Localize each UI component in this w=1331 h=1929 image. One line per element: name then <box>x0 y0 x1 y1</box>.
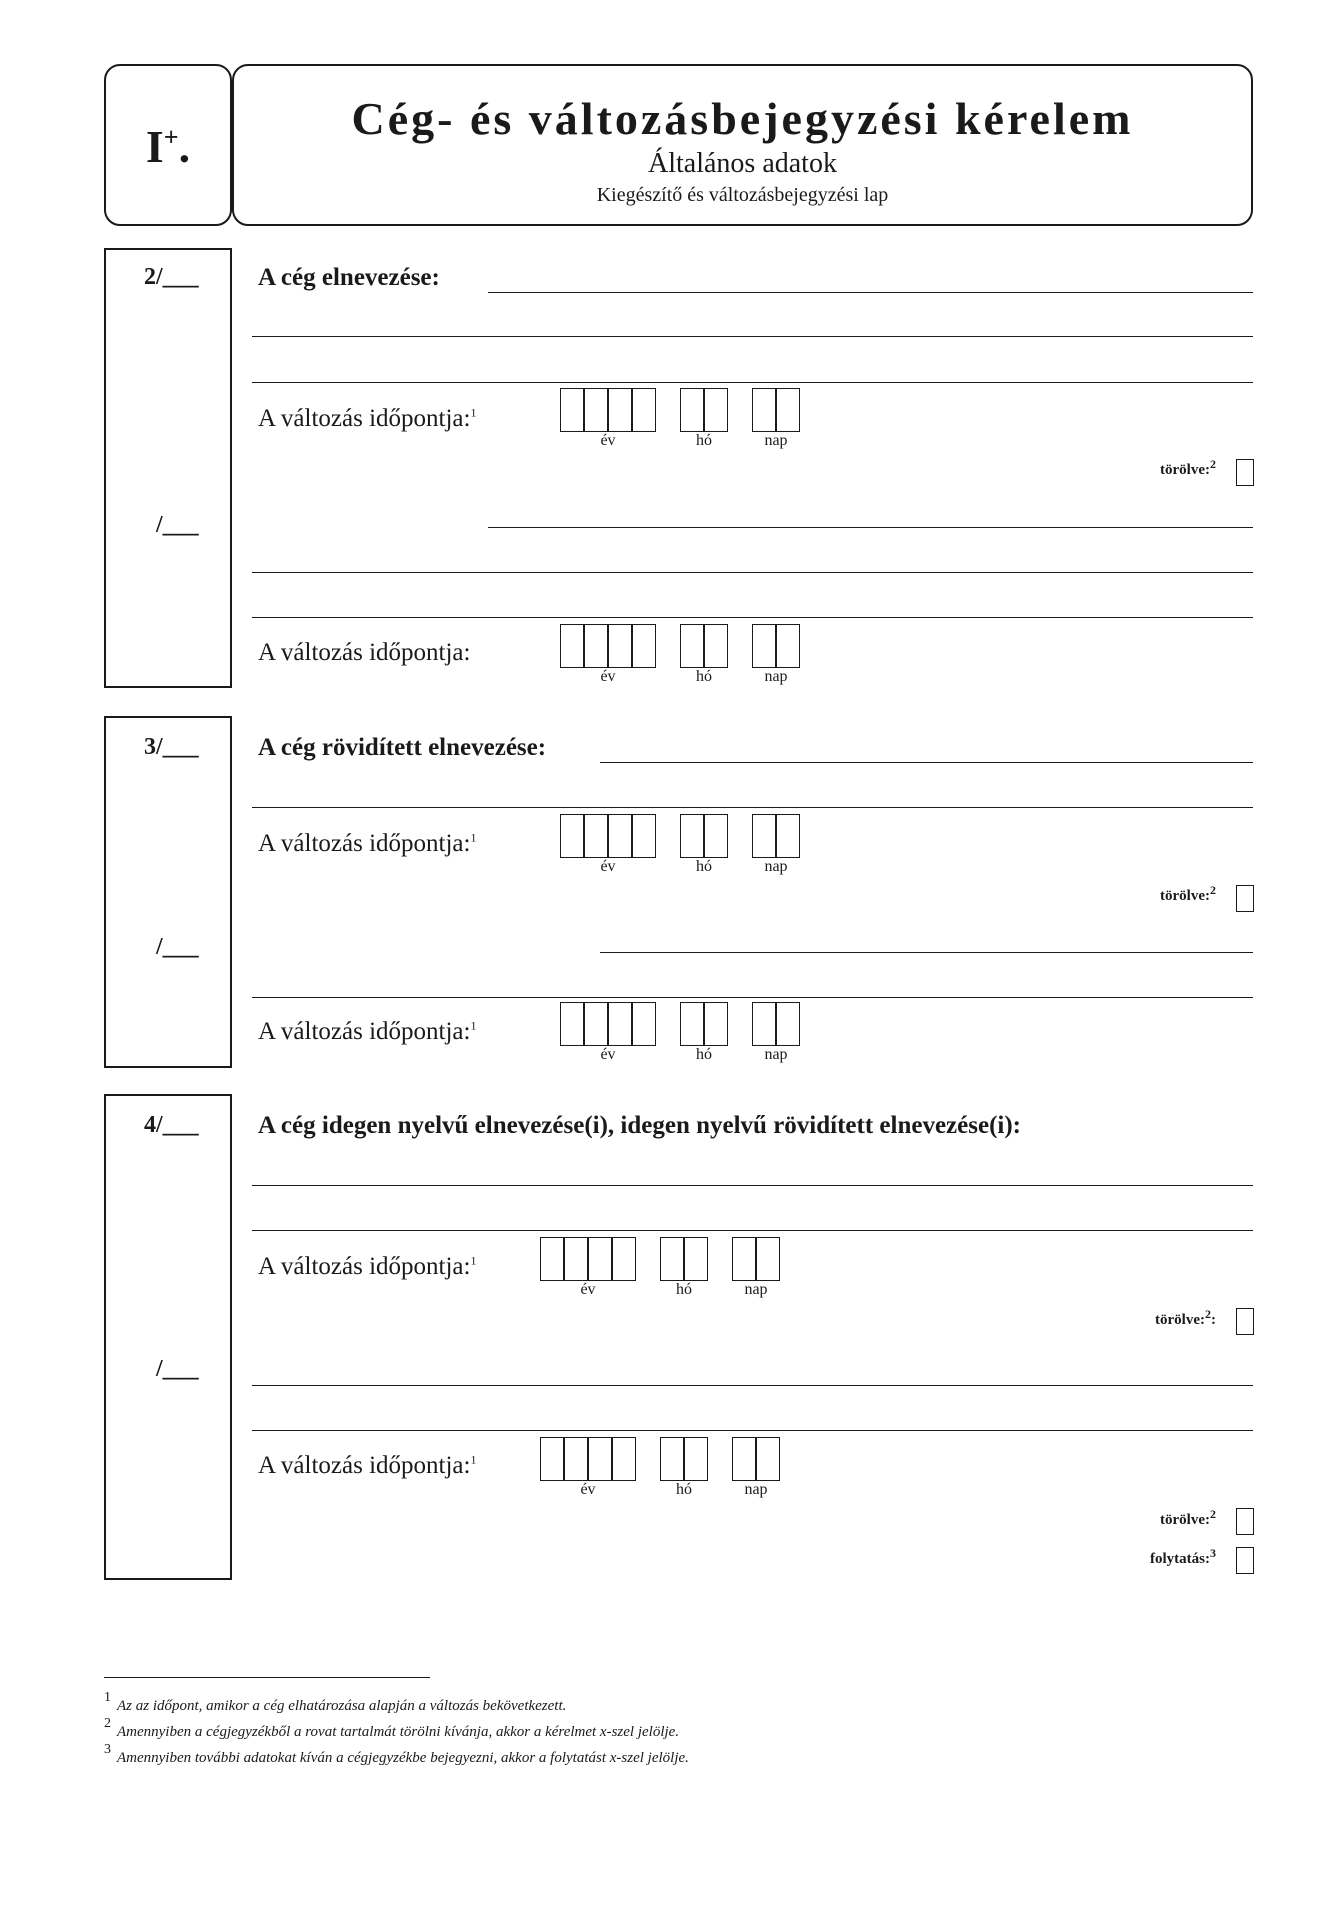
foreign-name-line-3[interactable] <box>252 1385 1253 1386</box>
date-month-digit-box[interactable] <box>680 1002 704 1046</box>
date-day-caption: nap <box>764 858 788 875</box>
change-date-label: A változás időpontja: <box>258 639 471 666</box>
company-name-line-4[interactable] <box>488 527 1253 528</box>
section-4-number: 4/___ <box>144 1112 199 1138</box>
date-year-digit-box[interactable] <box>632 814 656 858</box>
date-year-digit-box[interactable] <box>588 1237 612 1281</box>
date-month-caption: hó <box>676 1481 692 1498</box>
page-subtitle: Általános adatok <box>648 148 837 179</box>
date-day-caption: nap <box>744 1481 768 1498</box>
foreign-name-line-4[interactable] <box>252 1430 1253 1431</box>
short-name-line-3[interactable] <box>600 952 1253 953</box>
company-name-line-1[interactable] <box>488 292 1253 293</box>
date-month-digit-box[interactable] <box>684 1437 708 1481</box>
company-name-line-6[interactable] <box>252 617 1253 618</box>
date-month-digit-box[interactable] <box>680 814 704 858</box>
deleted-checkbox[interactable] <box>1236 885 1254 912</box>
date-day-digit-box[interactable] <box>776 814 800 858</box>
date-year-caption: év <box>600 432 616 449</box>
date-month-digit-box[interactable] <box>704 388 728 432</box>
company-name-line-5[interactable] <box>252 572 1253 573</box>
short-name-line-2[interactable] <box>252 807 1253 808</box>
date-year-digit-box[interactable] <box>564 1237 588 1281</box>
change-date-label: A változás időpontja:$^1$ <box>258 405 477 432</box>
deleted-checkbox[interactable] <box>1236 1508 1254 1535</box>
footnote-1: $^1$Az az időpont, amikor a cég elhatározása alapján a változás bekövetkezett. <box>104 1690 567 1714</box>
change-date-label: A változás időpontja:$^1$ <box>258 1018 477 1045</box>
page-title: Cég- és változásbejegyzési kérelem <box>351 93 1134 144</box>
date-day-digit-box[interactable] <box>752 624 776 668</box>
date-month-digit-box[interactable] <box>660 1437 684 1481</box>
date-year-digit-box[interactable] <box>584 1002 608 1046</box>
date-day-digit-box[interactable] <box>752 1002 776 1046</box>
date-day-caption: nap <box>764 1046 788 1063</box>
date-year-digit-box[interactable] <box>608 624 632 668</box>
date-day-digit-box[interactable] <box>776 624 800 668</box>
date-year-caption: év <box>600 858 616 875</box>
section-3-label: A cég rövidített elnevezése: <box>258 734 547 761</box>
deleted-label: törölve:$^2$ <box>1160 883 1216 904</box>
date-day-digit-box[interactable] <box>756 1237 780 1281</box>
date-year-digit-box[interactable] <box>632 1002 656 1046</box>
date-year-digit-box[interactable] <box>560 814 584 858</box>
date-month-caption: hó <box>696 432 712 449</box>
date-year-digit-box[interactable] <box>584 814 608 858</box>
page-subtitle-secondary: Kiegészítő és változásbejegyzési lap <box>596 184 889 206</box>
date-month-digit-box[interactable] <box>680 624 704 668</box>
section-3-number-box <box>104 716 232 1068</box>
date-month-caption: hó <box>696 1046 712 1063</box>
date-year-digit-box[interactable] <box>612 1437 636 1481</box>
date-year-digit-box[interactable] <box>560 1002 584 1046</box>
date-year-digit-box[interactable] <box>584 624 608 668</box>
form-code: I+. <box>145 121 191 172</box>
section-2-sub-number: /___ <box>156 512 199 538</box>
section-2-number-box <box>104 248 232 688</box>
section-4-number-box <box>104 1094 232 1580</box>
date-day-digit-box[interactable] <box>732 1237 756 1281</box>
date-day-caption: nap <box>764 668 788 685</box>
date-year-digit-box[interactable] <box>608 1002 632 1046</box>
short-name-line-1[interactable] <box>600 762 1253 763</box>
date-year-digit-box[interactable] <box>632 624 656 668</box>
change-date-label: A változás időpontja:$^1$ <box>258 1253 477 1280</box>
date-month-digit-box[interactable] <box>684 1237 708 1281</box>
date-day-digit-box[interactable] <box>776 1002 800 1046</box>
foreign-name-line-2[interactable] <box>252 1230 1253 1231</box>
company-name-line-2[interactable] <box>252 336 1253 337</box>
date-year-digit-box[interactable] <box>588 1437 612 1481</box>
deleted-checkbox[interactable] <box>1236 459 1254 486</box>
section-3-sub-number: /___ <box>156 934 199 960</box>
deleted-label: törölve:$^2$: <box>1155 1307 1216 1328</box>
date-month-digit-box[interactable] <box>704 814 728 858</box>
section-2-number: 2/___ <box>144 264 199 290</box>
date-day-digit-box[interactable] <box>752 388 776 432</box>
date-year-digit-box[interactable] <box>564 1437 588 1481</box>
date-year-digit-box[interactable] <box>612 1237 636 1281</box>
date-day-digit-box[interactable] <box>776 388 800 432</box>
short-name-line-4[interactable] <box>252 997 1253 998</box>
date-day-caption: nap <box>764 432 788 449</box>
date-month-digit-box[interactable] <box>704 1002 728 1046</box>
footnote-2: $^2$Amennyiben a cégjegyzékből a rovat tartalmát törölni kívánja, akkor a kérelmet x-szel jelölje. <box>104 1716 680 1740</box>
date-year-caption: év <box>580 1481 596 1498</box>
deleted-label: törölve:$^2$ <box>1160 457 1216 478</box>
date-year-digit-box[interactable] <box>608 388 632 432</box>
deleted-checkbox[interactable] <box>1236 1308 1254 1335</box>
date-year-digit-box[interactable] <box>560 388 584 432</box>
date-year-digit-box[interactable] <box>540 1437 564 1481</box>
continuation-label: folytatás:$^3$ <box>1150 1546 1216 1567</box>
deleted-label: törölve:$^2$ <box>1160 1507 1216 1528</box>
date-year-digit-box[interactable] <box>560 624 584 668</box>
change-date-label: A változás időpontja:$^1$ <box>258 1452 477 1479</box>
foreign-name-line-1[interactable] <box>252 1185 1253 1186</box>
continuation-checkbox[interactable] <box>1236 1547 1254 1574</box>
date-year-digit-box[interactable] <box>632 388 656 432</box>
date-day-digit-box[interactable] <box>732 1437 756 1481</box>
section-3-number: 3/___ <box>144 734 199 760</box>
company-name-line-3[interactable] <box>252 382 1253 383</box>
section-4-sub-number: /___ <box>156 1356 199 1382</box>
date-year-digit-box[interactable] <box>584 388 608 432</box>
date-month-digit-box[interactable] <box>680 388 704 432</box>
date-year-digit-box[interactable] <box>540 1237 564 1281</box>
date-year-caption: év <box>580 1281 596 1298</box>
date-day-caption: nap <box>744 1281 768 1298</box>
section-4-label: A cég idegen nyelvű elnevezése(i), idegen nyelvű rövidített elnevezése(i): <box>258 1112 1022 1139</box>
date-year-caption: év <box>600 668 616 685</box>
date-month-caption: hó <box>696 668 712 685</box>
section-2-label: A cég elnevezése: <box>258 264 440 291</box>
change-date-label: A változás időpontja:$^1$ <box>258 830 477 857</box>
date-year-digit-box[interactable] <box>608 814 632 858</box>
footnote-separator <box>104 1677 430 1678</box>
date-day-digit-box[interactable] <box>752 814 776 858</box>
date-year-caption: év <box>600 1046 616 1063</box>
date-month-caption: hó <box>676 1281 692 1298</box>
date-day-digit-box[interactable] <box>756 1437 780 1481</box>
date-month-caption: hó <box>696 858 712 875</box>
date-month-digit-box[interactable] <box>704 624 728 668</box>
date-month-digit-box[interactable] <box>660 1237 684 1281</box>
footnote-3: $^3$Amennyiben további adatokat kíván a cégjegyzékbe bejegyezni, akkor a folytatást x-szel jelölje. <box>104 1742 689 1766</box>
